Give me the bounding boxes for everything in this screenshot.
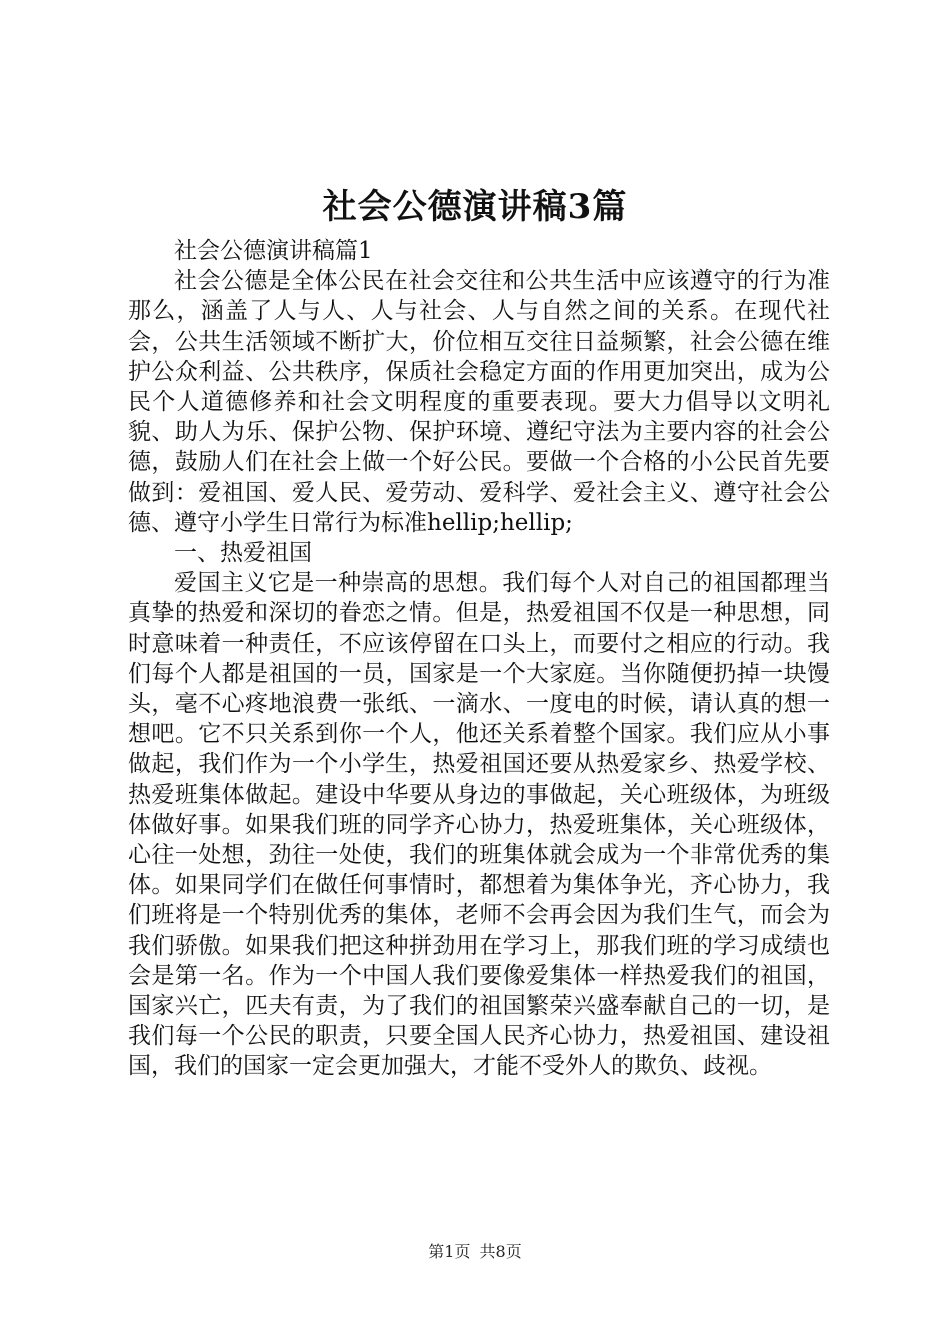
document-title: 社会公德演讲稿3篇: [322, 187, 628, 227]
body-paragraph: 社会公德是全体公民在社会交往和公共生活中应该遵守的行为准那么，涵盖了人与人、人与社会、人与自然之间的关系。在现代社会，公共生活领域不断扩大，价位相互交往日益频繁，社会公德在维护公众利益、公共秩序，保质社会稳定方面的作用更加突出，成为公民个人道德修养和社会文明程度的重要表现。要大力倡导以文明礼貌、助人为乐、保护公物、保护环境、遵纪守法为主要内容的社会公德，鼓励人们在社会上做一个好公民。要做一个合格的小公民首先要做到：爱祖国、爱人民、爱劳动、爱科学、爱社会主义、遵守社会公德、遵守小学生日常行为标准hellip;hellip;: [128, 268, 830, 536]
page-number: 第1页: [428, 1242, 471, 1261]
section-heading: 社会公德演讲稿篇1: [174, 238, 373, 264]
body-paragraph: 爱国主义它是一种崇高的思想。我们每个人对自己的祖国都理当真挚的热爱和深切的眷恋之情。但是，热爱祖国不仅是一种思想，同时意味着一种责任，不应该停留在口头上，而要付之相应的行动。我们每个人都是祖国的一员，国家是一个大家庭。当你随便扔掉一块馒头，毫不心疼地浪费一张纸、一滴水、一度电的时候，请认真的想一想吧。它不只关系到你一个人，他还关系着整个国家。我们应从小事做起，我们作为一个小学生，热爱祖国还要从热爱家乡、热爱学校、热爱班集体做起。建设中华要从身边的事做起，关心班级体，为班级体做好事。如果我们班的同学齐心协力，热爱班集体，关心班级体，心往一处想，劲往一处使，我们的班集体就会成为一个非常优秀的集体。如果同学们在做任何事情时，都想着为集体争光，齐心协力，我们班将是一个特别优秀的集体，老师不会再会因为我们生气，而会为我们骄傲。如果我们把这种拼劲用在学习上，那我们班的学习成绩也会是第一名。作为一个中国人我们要像爱集体一样热爱我们的祖国，国家兴亡，匹夫有责，为了我们的祖国繁荣兴盛奉献自己的一切，是我们每一个公民的职责，只要全国人民齐心协力，热爱祖国、建设祖国，我们的国家一定会更加强大，才能不受外人的欺负、歧视。: [128, 570, 830, 1080]
page-total: 共8页: [479, 1242, 522, 1261]
document-body: [128, 236, 830, 1082]
section-heading: 一、热爱祖国: [174, 540, 312, 567]
page-footer: [0, 1241, 950, 1263]
